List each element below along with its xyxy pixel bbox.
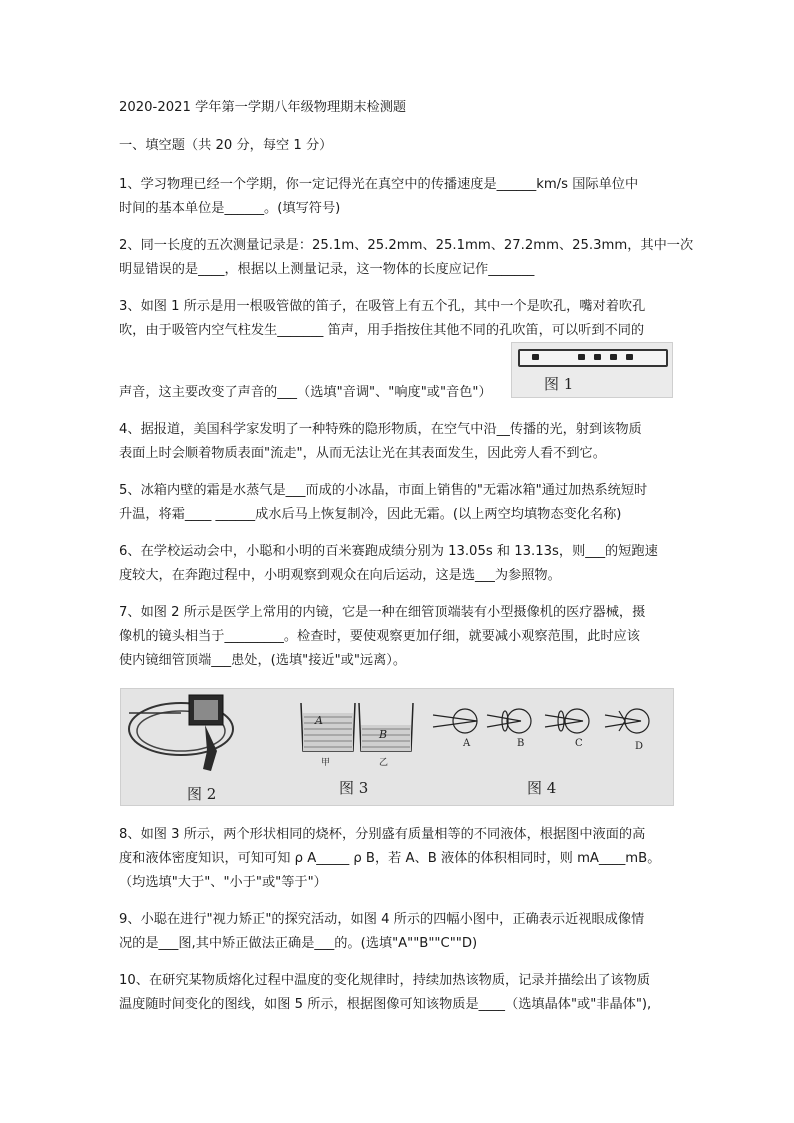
eye-b-label: B [517,738,525,749]
q4-line2: 表面上时会顺着物质表面"流走"，从而无法让光在其表面发生，因此旁人看不到它。 [119,446,606,461]
section-heading: 一、填空题（共 20 分，每空 1 分） [119,138,333,153]
figure-3-label: 图 3 [339,779,369,797]
q7-line1: 7、如图 2 所示是医学上常用的内镜，它是一种在细管顶端装有小型摄像机的医疗器械，摄 [119,605,646,620]
beaker-a-label: A [315,714,323,727]
finger-hole [610,354,617,360]
beaker-b-sublabel: 乙 [379,758,389,768]
beaker-b-label: B [379,728,388,741]
q9-line1: 9、小聪在进行"视力矫正"的探究活动，如图 4 所示的四幅小图中，正确表示近视眼成像情 [119,912,645,927]
finger-hole [578,354,585,360]
figure-1-straw-flute [511,342,673,398]
finger-hole [626,354,633,360]
q1-line2: 时间的基本单位是______。(填写符号) [119,201,341,216]
q5-line1: 5、冰箱内壁的霜是水蒸气是___而成的小冰晶，市面上销售的"无霜冰箱"通过加热系统短时 [119,483,648,498]
blow-hole [532,354,539,360]
figure-2-3-4-panel [120,688,674,806]
figure-2-label: 图 2 [187,785,217,803]
q7-line2: 像机的镜头相当于_________。检查时，要使观察更加仔细，就要减小观察范围，此时应该 [119,629,640,644]
straw-tube [518,349,668,367]
q1-line1: 1、学习物理已经一个学期，你一定记得光在真空中的传播速度是______km/s 国际单位中 [119,177,639,192]
q7-line3: 使内镜细管顶端___患处，(选填"接近"或"远离）。 [119,653,407,668]
beakers-drawing [301,703,413,751]
q10-line2: 温度随时间变化的图线，如图 5 所示，根据图像可知该物质是____（选填晶体"或"非晶体"), [119,997,652,1012]
q4-line1: 4、据报道，美国科学家发明了一种特殊的隐形物质，在空气中沿__传播的光，射到该物质 [119,422,642,437]
figure-4-label: 图 4 [527,779,557,797]
q3-line3: 声音，这主要改变了声音的___（选填"音调"、"响度"或"音色"） [119,385,492,400]
q6-line1: 6、在学校运动会中，小聪和小明的百米赛跑成绩分别为 13.05s 和 13.13s，则___的短跑速 [119,544,658,559]
q2-line1: 2、同一长度的五次测量记录是：25.1m、25.2mm、25.1mm、27.2mm、25.3mm，其中一次 [119,238,694,253]
eye-a-label: A [463,738,471,749]
eye-c-label: C [575,738,583,749]
q9-line2: 况的是___图,其中矫正做法正确是___的。(选填"A""B""C""D) [119,936,478,951]
q8-line2: 度和液体密度知识，可知可知 ρ A_____ ρ B，若 A、B 液体的体积相同时，则 mA____mB。 [119,851,661,866]
eyes-drawing [433,709,649,733]
figure-1-label: 图 1 [544,375,574,393]
q2-line2: 明显错误的是____，根据以上测量记录，这一物体的长度应记作_______ [119,262,535,277]
q6-line2: 度较大，在奔跑过程中，小明观察到观众在向后运动，这是选___为参照物。 [119,568,561,583]
q3-line2: 吹，由于吸管内空气柱发生_______ 笛声，用手指按住其他不同的孔吹笛，可以听到不同的 [119,323,645,338]
beaker-a-sublabel: 甲 [321,758,331,768]
finger-hole [594,354,601,360]
eye-d-label: D [635,741,644,752]
exam-title: 2020-2021 学年第一学期八年级物理期末检测题 [119,100,407,115]
endoscope-drawing [129,695,233,771]
q8-line3: （均选填"大于"、"小于"或"等于"） [119,875,327,890]
q3-line1: 3、如图 1 所示是用一根吸管做的笛子，在吸管上有五个孔，其中一个是吹孔，嘴对着吹孔 [119,299,646,314]
q5-line2: 升温，将霜____ ______成水后马上恢复制冷，因此无霜。(以上两空均填物态变化名称) [119,507,622,522]
q8-line1: 8、如图 3 所示，两个形状相同的烧杯，分别盛有质量相等的不同液体，根据图中液面的高 [119,827,646,842]
q10-line1: 10、在研究某物质熔化过程中温度的变化规律时，持续加热该物质，记录并描绘出了该物质 [119,973,651,988]
